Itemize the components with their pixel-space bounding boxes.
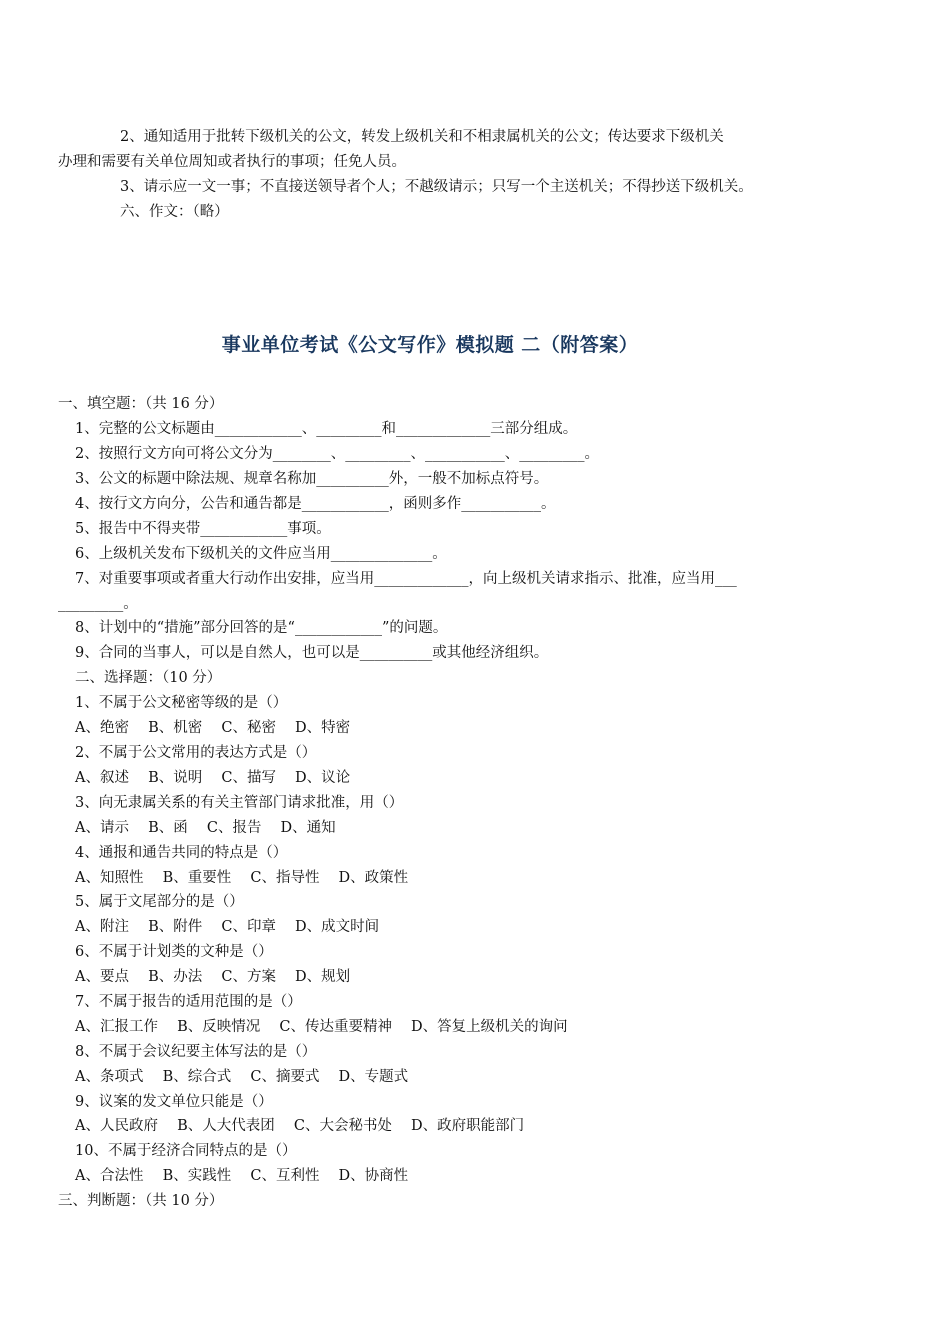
choice-options: A、条项式 B、综合式 C、摘要式 D、专题式 (75, 1069, 409, 1085)
fill-blank-item: 8、计划中的“措施”部分回答的是“____________”的问题。 (75, 620, 448, 636)
choice-question: 6、不属于计划类的文种是（） (75, 944, 273, 960)
section-heading-multiple-choice: 二、选择题：（10 分） (75, 670, 222, 686)
fill-blank-item: 5、报告中不得夹带____________事项。 (75, 521, 331, 537)
fill-blank-item: 6、上级机关发布下级机关的文件应当用______________。 (75, 546, 447, 562)
fill-blank-item: 7、对重要事项或者重大行动作出安排，应当用_____________，向上级机关请求指示、批准，应当用___ (75, 571, 737, 587)
choice-question: 8、不属于会议纪要主体写法的是（） (75, 1044, 317, 1060)
choice-question: 4、通报和通告共同的特点是（） (75, 845, 288, 861)
fill-blank-item-cont: _________。 (58, 596, 138, 612)
choice-options: A、合法性 B、实践性 C、互利性 D、协商性 (75, 1168, 409, 1184)
choice-options: A、汇报工作 B、反映情况 C、传达重要精神 D、答复上级机关的询问 (75, 1019, 568, 1035)
fill-blank-item: 2、按照行文方向可将公文分为________、_________、___________、_________。 (75, 446, 599, 462)
choice-question: 3、向无隶属关系的有关主管部门请求批准，用（） (75, 795, 404, 811)
choice-options: A、知照性 B、重要性 C、指导性 D、政策性 (75, 870, 409, 886)
fill-blank-item: 4、按行文方向分，公告和通告都是____________，函则多作___________。 (75, 496, 556, 512)
choice-question: 10、不属于经济合同特点的是（） (75, 1143, 297, 1159)
choice-options: A、叙述 B、说明 C、描写 D、议论 (75, 770, 351, 786)
fill-blank-item: 3、公文的标题中除法规、规章名称加__________外，一般不加标点符号。 (75, 471, 549, 487)
choice-question: 1、不属于公文秘密等级的是（） (75, 695, 288, 711)
fill-blank-item: 1、完整的公文标题由____________、_________和_____________三部分组成。 (75, 421, 578, 437)
choice-question: 9、议案的发文单位只能是（） (75, 1094, 273, 1110)
fill-blank-item: 9、合同的当事人，可以是自然人，也可以是__________或其他经济组织。 (75, 645, 549, 661)
choice-options: A、请示 B、函 C、报告 D、通知 (75, 820, 336, 836)
document-title: 事业单位考试《公文写作》模拟题 二（附答案） (221, 334, 639, 356)
answer-line-notice: 2、通知适用于批转下级机关的公文，转发上级机关和不相隶属机关的公文；传达要求下级机关 (120, 129, 724, 145)
choice-options: A、绝密 B、机密 C、秘密 D、特密 (75, 720, 351, 736)
choice-options: A、附注 B、附件 C、印章 D、成文时间 (75, 919, 380, 935)
choice-options: A、人民政府 B、人大代表团 C、大会秘书处 D、政府职能部门 (75, 1118, 525, 1134)
answer-line-request: 3、请示应一文一事；不直接送领导者个人；不越级请示；只写一个主送机关；不得抄送下级机关。 (120, 179, 753, 195)
section-heading-true-false: 三、判断题：（共 10 分） (58, 1193, 224, 1209)
choice-question: 5、属于文尾部分的是（） (75, 894, 244, 910)
choice-options: A、要点 B、办法 C、方案 D、规划 (75, 969, 351, 985)
answer-line-essay: 六、作文：（略） (120, 204, 229, 220)
section-heading-fill-blank: 一、填空题：（共 16 分） (58, 396, 224, 412)
choice-question: 2、不属于公文常用的表达方式是（） (75, 745, 317, 761)
answer-line-notice-cont: 办理和需要有关单位周知或者执行的事项；任免人员。 (58, 154, 406, 170)
choice-question: 7、不属于报告的适用范围的是（） (75, 994, 302, 1010)
